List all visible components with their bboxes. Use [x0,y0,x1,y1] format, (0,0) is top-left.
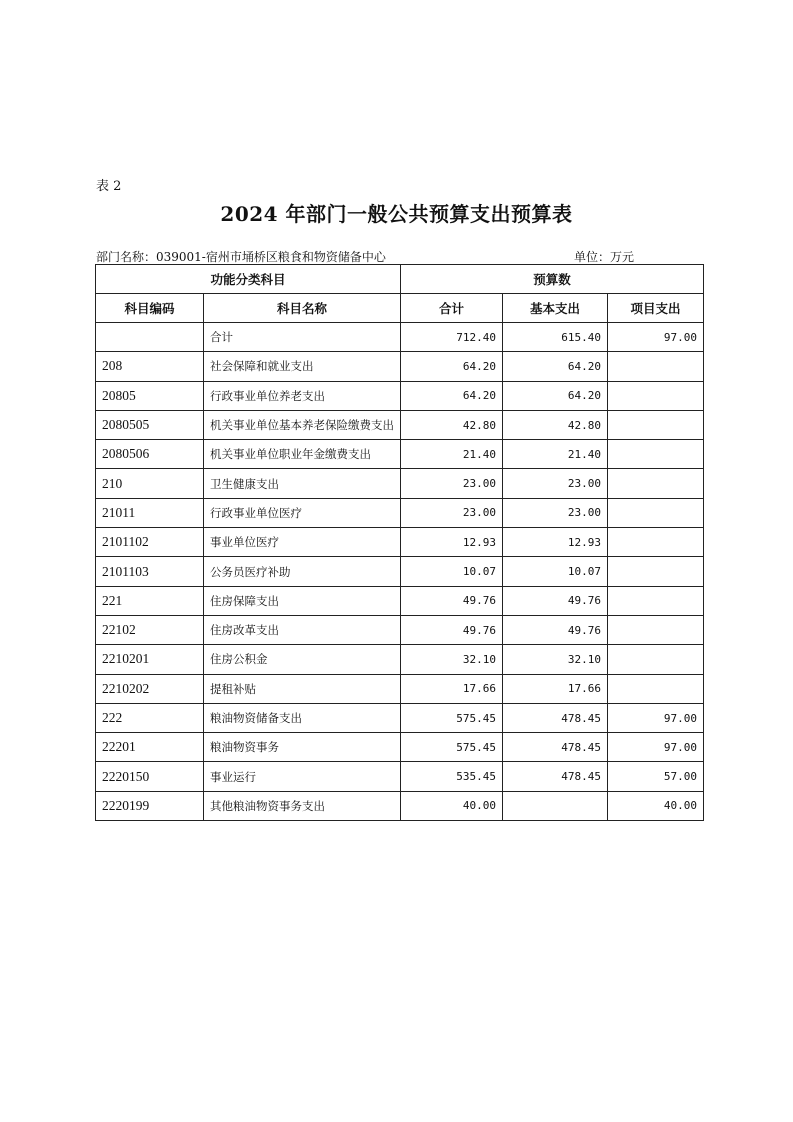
header-code: 科目编码 [96,294,204,323]
cell-code: 2220199 [96,791,204,820]
cell-basic: 42.80 [503,410,608,439]
cell-basic [503,791,608,820]
cell-basic: 478.45 [503,762,608,791]
header-basic: 基本支出 [503,294,608,323]
header-row-group [96,265,704,294]
cell-basic: 478.45 [503,703,608,732]
cell-name: 事业运行 [204,762,401,791]
cell-basic: 49.76 [503,586,608,615]
cell-code: 221 [96,586,204,615]
header-total: 合计 [401,294,503,323]
cell-code: 222 [96,703,204,732]
cell-project: 97.00 [608,733,704,762]
cell-total: 23.00 [401,469,503,498]
cell-total: 575.45 [401,703,503,732]
cell-name: 其他粮油物资事务支出 [204,791,401,820]
cell-name: 社会保障和就业支出 [204,352,401,381]
table-row [96,615,704,644]
cell-basic: 64.20 [503,381,608,410]
cell-project [608,528,704,557]
cell-total: 21.40 [401,440,503,469]
cell-project [608,615,704,644]
cell-code: 2080506 [96,440,204,469]
cell-total: 575.45 [401,733,503,762]
cell-name: 粮油物资事务 [204,733,401,762]
table-row [96,645,704,674]
table-row [96,498,704,527]
cell-name: 行政事业单位养老支出 [204,381,401,410]
budget-table [95,264,704,821]
cell-basic: 10.07 [503,557,608,586]
header-project: 项目支出 [608,294,704,323]
table-row [96,381,704,410]
cell-basic: 32.10 [503,645,608,674]
cell-basic: 615.40 [503,323,608,352]
cell-project: 40.00 [608,791,704,820]
table-number-label: 表 2 [96,179,122,194]
cell-name: 机关事业单位职业年金缴费支出 [204,440,401,469]
cell-code: 20805 [96,381,204,410]
table-row [96,586,704,615]
table-row [96,703,704,732]
cell-project [608,381,704,410]
cell-project: 97.00 [608,323,704,352]
cell-total: 40.00 [401,791,503,820]
table-row [96,674,704,703]
cell-basic: 17.66 [503,674,608,703]
header-row-columns [96,294,704,323]
cell-total: 32.10 [401,645,503,674]
cell-total: 64.20 [401,381,503,410]
header-budget-amount: 预算数 [401,265,704,294]
cell-name: 机关事业单位基本养老保险缴费支出 [204,410,401,439]
cell-name: 公务员医疗补助 [204,557,401,586]
cell-code: 2101103 [96,557,204,586]
cell-total: 49.76 [401,586,503,615]
cell-name: 住房保障支出 [204,586,401,615]
department-name: 部门名称：039001-宿州市埇桥区粮食和物资储备中心 [96,250,386,264]
cell-project [608,410,704,439]
cell-basic: 49.76 [503,615,608,644]
cell-name: 提租补贴 [204,674,401,703]
table-row [96,791,704,820]
table-row [96,762,704,791]
cell-basic: 23.00 [503,498,608,527]
cell-total: 23.00 [401,498,503,527]
cell-total: 42.80 [401,410,503,439]
cell-name: 合计 [204,323,401,352]
cell-basic: 12.93 [503,528,608,557]
header-name: 科目名称 [204,294,401,323]
cell-code: 2210201 [96,645,204,674]
cell-project [608,469,704,498]
cell-basic: 23.00 [503,469,608,498]
cell-name: 事业单位医疗 [204,528,401,557]
cell-code [96,323,204,352]
cell-project [608,498,704,527]
cell-code: 21011 [96,498,204,527]
cell-total: 712.40 [401,323,503,352]
cell-name: 住房公积金 [204,645,401,674]
cell-name: 行政事业单位医疗 [204,498,401,527]
cell-total: 17.66 [401,674,503,703]
document-title: 2024 年部门一般公共预算支出预算表 [220,202,573,226]
cell-code: 2220150 [96,762,204,791]
cell-total: 49.76 [401,615,503,644]
cell-name: 卫生健康支出 [204,469,401,498]
table-row [96,323,704,352]
cell-basic: 21.40 [503,440,608,469]
cell-code: 22102 [96,615,204,644]
table-row [96,352,704,381]
cell-project [608,352,704,381]
table-row [96,528,704,557]
cell-name: 住房改革支出 [204,615,401,644]
table-row [96,557,704,586]
cell-project [608,557,704,586]
table-row [96,410,704,439]
cell-project: 57.00 [608,762,704,791]
cell-total: 64.20 [401,352,503,381]
cell-total: 12.93 [401,528,503,557]
cell-name: 粮油物资储备支出 [204,703,401,732]
cell-project: 97.00 [608,703,704,732]
cell-code: 22201 [96,733,204,762]
cell-code: 2080505 [96,410,204,439]
cell-code: 210 [96,469,204,498]
cell-total: 535.45 [401,762,503,791]
table-row [96,440,704,469]
cell-code: 2101102 [96,528,204,557]
cell-total: 10.07 [401,557,503,586]
cell-code: 208 [96,352,204,381]
table-body [96,323,704,821]
table-row [96,469,704,498]
cell-project [608,645,704,674]
cell-code: 2210202 [96,674,204,703]
table-row [96,733,704,762]
meta-row [96,248,702,264]
cell-project [608,674,704,703]
cell-basic: 64.20 [503,352,608,381]
header-function-category: 功能分类科目 [96,265,401,294]
unit-label: 单位：万元 [574,250,635,264]
cell-project [608,586,704,615]
cell-basic: 478.45 [503,733,608,762]
cell-project [608,440,704,469]
